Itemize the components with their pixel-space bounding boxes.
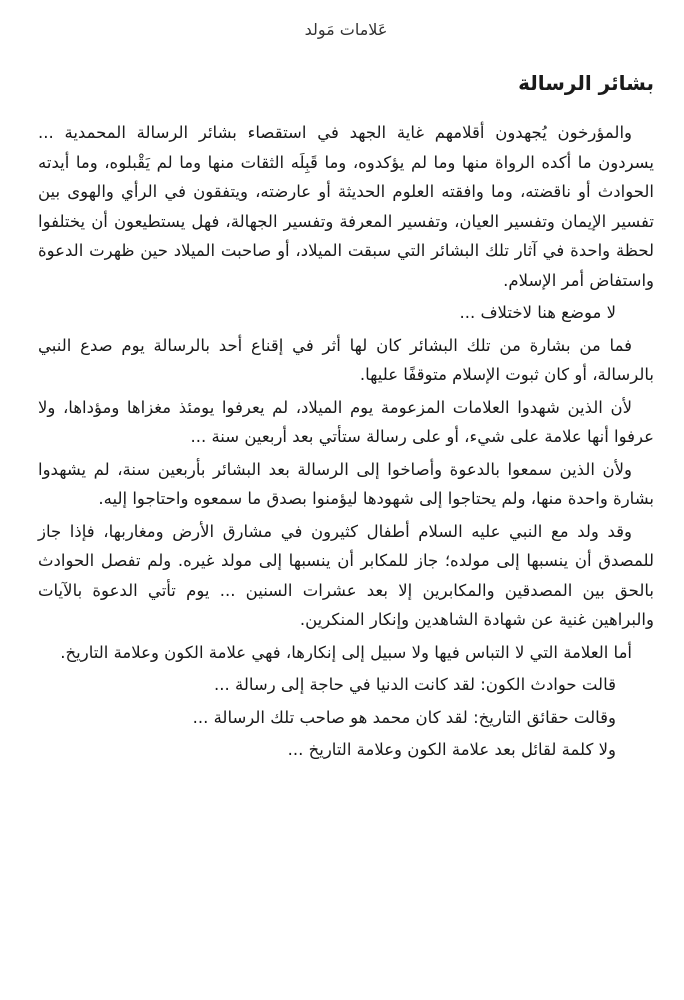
paragraph: أما العلامة التي لا التباس فيها ولا سبيل إلى إنكارها، فهي علامة الكون وعلامة التاريخ.: [60, 642, 632, 662]
running-header: عَلامات مَولد: [304, 20, 388, 39]
book-page: [38, 0, 654, 1000]
paragraph: لا موضع هنا لاختلاف ...: [459, 303, 616, 322]
paragraph: قالت حوادث الكون: لقد كانت الدنيا في حاجة إلى رسالة ...: [214, 675, 616, 694]
paragraph: ولأن الذين سمعوا بالدعوة وأصاخوا إلى الرسالة بعد البشائر بأربعين سنة، لم يشهدوا بشارة واحدة منها، ولم يحتاجوا إلى شهودها ليؤمنوا بصدق ما سمعوه واحتاجوا إليه.: [38, 459, 654, 508]
paragraph: لأن الذين شهدوا العلامات المزعومة يوم الميلاد، لم يعرفوا يومئذ مغزاها ومؤداها، ولا عرفوا أنها علامة على شيء، أو على رسالة ستأتي بعد أربعين سنة ...: [38, 397, 654, 446]
paragraph: والمؤرخون يُجهدون أقلامهم غاية الجهد في استقصاء بشائر الرسالة المحمدية ... يسردون ما أكده الرواة منها وما لم يؤكدوه، وما قَبِلَه الثقات منها وما لم يَقْبلوه، وما أيدته الحوادث أو ناقضته، وما وافقته العلوم الحديثة أو عارضته، ويتفقون في الرأي والهوى بين تفسير الإيمان وتفسير العيان، وتفسير المعرفة وتفسير الجهالة، فهل يستطيعون أن يختلفوا لحظة واحدة في آثار تلك البشائر التي سبقت الميلاد، أو صاحبت الميلاد حين ظهرت الدعوة واستفاض أمر الإسلام.: [38, 123, 654, 290]
paragraph: وقالت حقائق التاريخ: لقد كان محمد هو صاحب تلك الرسالة ...: [192, 707, 616, 727]
section-title: بشائر الرسالة: [518, 71, 654, 95]
body-text: [38, 118, 654, 768]
paragraph: وقد ولد مع النبي عليه السلام أطفال كثيرون في مشارق الأرض ومغاربها، فإذا جاز للمصدق أن ينسبها إلى مولده؛ جاز للمكابر أن ينسبها إلى مولد غيره. ولم تفصل الحوادث بالحق بين المصدقين والمكابرين إلا بعد عشرات السنين ... يوم تأتي الدعوة بالآيات والبراهين غنية عن شهادة الشاهدين وإنكار المنكرين.: [38, 521, 654, 629]
paragraph: ولا كلمة لقائل بعد علامة الكون وعلامة التاريخ ...: [287, 740, 616, 759]
paragraph: فما من بشارة من تلك البشائر كان لها أثر في إقناع أحد بالرسالة يوم صدع النبي بالرسالة، أو كان ثبوت الإسلام متوقفًا عليها.: [38, 335, 654, 384]
